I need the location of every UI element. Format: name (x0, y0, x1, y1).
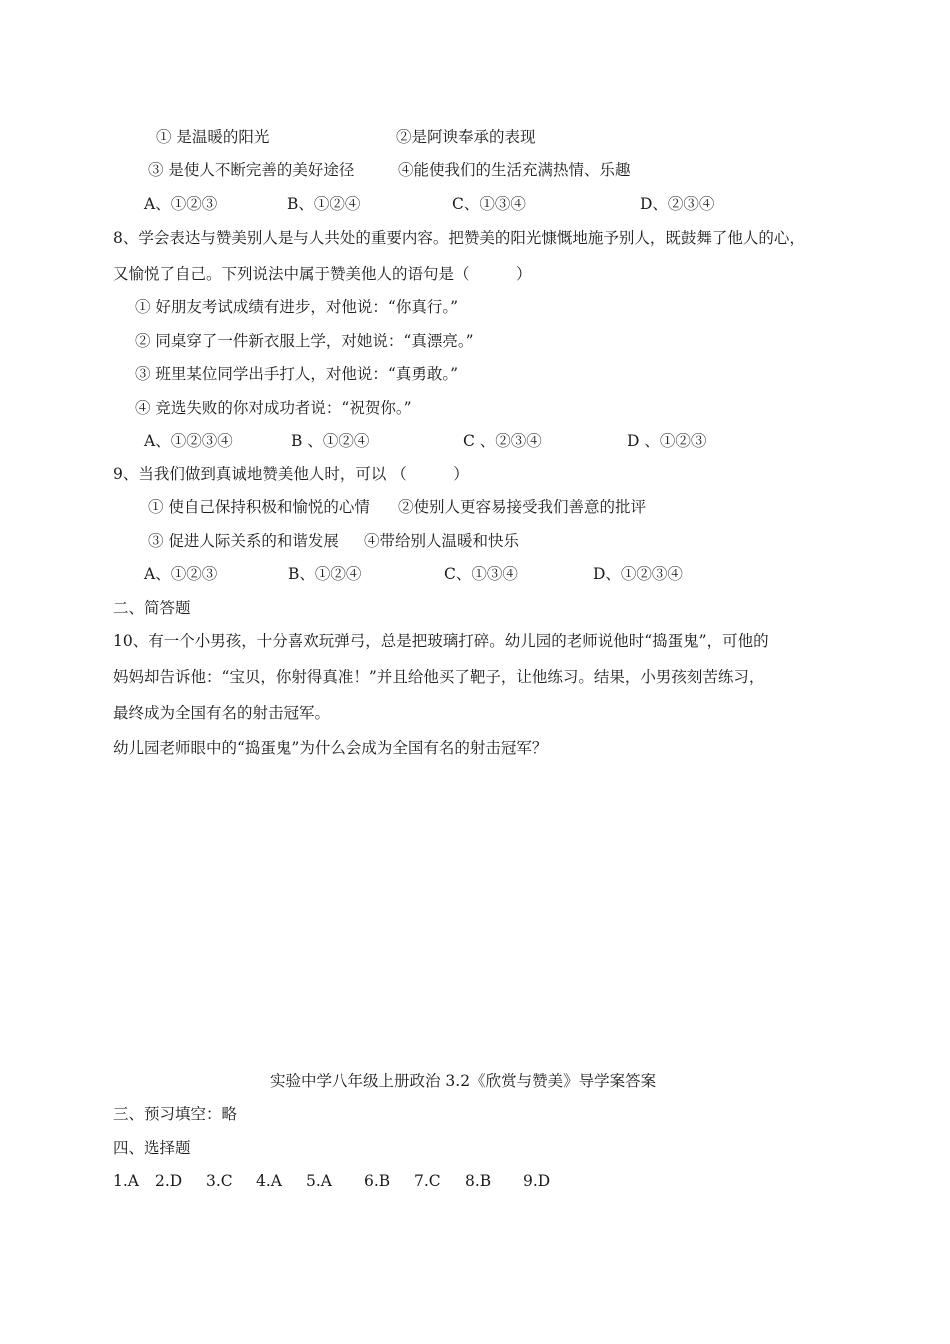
q8-option-c: C 、②③④ (463, 432, 542, 450)
q7-option-d: D、②③④ (640, 195, 715, 213)
section-4-heading: 四、选择题 (113, 1139, 191, 1157)
q10-question: 幼儿园老师眼中的“捣蛋鬼”为什么会成为全国有名的射击冠军？ (113, 739, 548, 757)
q10-line-2: 妈妈却告诉他：“宝贝，你射得真准！”并且给他买了靶子，让他练习。结果，小男孩刻苦练习， (113, 668, 765, 686)
q7-item-2: ②是阿谀奉承的表现 (396, 128, 536, 146)
answer-4: 4.A (256, 1172, 282, 1190)
answer-8: 8.B (465, 1172, 492, 1190)
q8-item-2: ② 同桌穿了一件新衣服上学，对她说：“真漂亮。” (135, 332, 474, 350)
q7-option-c: C、①③④ (452, 195, 526, 213)
q8-item-4: ④ 竞选失败的你对成功者说：“祝贺你。” (135, 399, 412, 417)
q8-option-b: B 、①②④ (291, 432, 370, 450)
q9-item-1: ① 使自己保持积极和愉悦的心情 (148, 498, 370, 516)
answer-7: 7.C (414, 1172, 441, 1190)
q7-item-3: ③ 是使人不断完善的美好途径 (148, 161, 355, 179)
answer-6: 6.B (364, 1172, 391, 1190)
q9-item-4: ④带给别人温暖和快乐 (364, 532, 520, 550)
q8-item-1: ① 好朋友考试成绩有进步，对他说：“你真行。” (135, 298, 459, 316)
answers-title: 实验中学八年级上册政治 3.2《欣赏与赞美》导学案答案 (270, 1072, 657, 1090)
answer-9: 9.D (523, 1172, 551, 1190)
answer-5: 5.A (306, 1172, 332, 1190)
q7-item-4: ④能使我们的生活充满热情、乐趣 (398, 161, 631, 179)
q9-item-2: ②使别人更容易接受我们善意的批评 (398, 498, 647, 516)
q7-item-1: ① 是温暖的阳光 (156, 128, 270, 146)
q10-line-3: 最终成为全国有名的射击冠军。 (113, 704, 331, 722)
q8-item-3: ③ 班里某位同学出手打人，对他说：“真勇敢。” (135, 365, 459, 383)
section-2-heading: 二、简答题 (113, 599, 191, 617)
q9-option-a: A、①②③ (144, 565, 218, 583)
q9-option-d: D、①②③④ (593, 565, 683, 583)
section-3-heading: 三、预习填空：略 (113, 1105, 238, 1123)
q8-stem-line-1: 8、学会表达与赞美别人是与人共处的重要内容。把赞美的阳光慷慨地施予别人，既鼓舞了他人的心， (113, 229, 805, 247)
q10-line-1: 10、有一个小男孩，十分喜欢玩弹弓，总是把玻璃打碎。幼儿园的老师说他时“捣蛋鬼”，可他的 (113, 632, 769, 650)
q9-option-c: C、①③④ (444, 565, 518, 583)
q8-option-a: A、①②③④ (144, 432, 233, 450)
q8-option-d: D 、①②③ (627, 432, 707, 450)
answer-2: 2.D (155, 1172, 183, 1190)
q9-stem: 9、当我们做到真诚地赞美他人时，可以 （ ） (113, 465, 469, 483)
q9-option-b: B、①②④ (288, 565, 362, 583)
q8-stem-line-2: 又愉悦了自己。下列说法中属于赞美他人的语句是（ ） (113, 265, 532, 283)
q9-item-3: ③ 促进人际关系的和谐发展 (148, 532, 339, 550)
q7-option-a: A、①②③ (144, 195, 218, 213)
q7-option-b: B、①②④ (287, 195, 361, 213)
answer-1: 1.A (113, 1172, 139, 1190)
answer-3: 3.C (206, 1172, 233, 1190)
